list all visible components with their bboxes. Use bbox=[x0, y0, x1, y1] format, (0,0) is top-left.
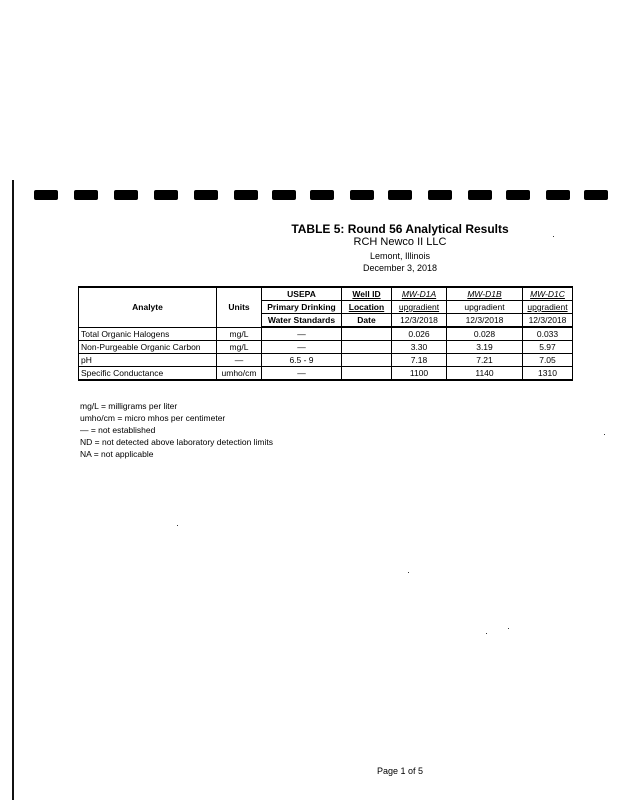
dash-mark bbox=[428, 190, 452, 200]
company-name: RCH Newco II LLC bbox=[353, 236, 447, 248]
scan-speck bbox=[508, 628, 509, 629]
value-cell: 5.97 bbox=[523, 341, 573, 354]
blank-cell bbox=[342, 327, 392, 341]
well-id-label: Well ID bbox=[342, 287, 392, 301]
value-cell: 1310 bbox=[523, 367, 573, 381]
standard-header-line: Primary Drinking bbox=[262, 301, 342, 314]
table-title: TABLE 5: Round 56 Analytical Results bbox=[291, 222, 509, 236]
analyte-cell: Specific Conductance bbox=[79, 367, 217, 381]
note-line: NA = not applicable bbox=[80, 449, 154, 459]
date-cell: 12/3/2018 bbox=[392, 314, 447, 328]
scan-speck bbox=[604, 434, 605, 435]
note-line: ND = not detected above laboratory detection limits bbox=[80, 437, 274, 447]
dash-mark bbox=[154, 190, 178, 200]
dashed-separator bbox=[0, 186, 618, 206]
scan-speck bbox=[486, 633, 487, 634]
location-cell: upgradient bbox=[447, 301, 523, 314]
dash-mark bbox=[310, 190, 334, 200]
date-label: Date bbox=[342, 314, 392, 328]
dash-mark bbox=[584, 190, 608, 200]
standard-cell: — bbox=[262, 327, 342, 341]
dash-mark bbox=[114, 190, 138, 200]
dash-mark bbox=[468, 190, 492, 200]
table-row bbox=[79, 367, 573, 381]
date-cell: 12/3/2018 bbox=[523, 314, 573, 328]
table-row bbox=[79, 341, 573, 354]
note-line: — = not established bbox=[80, 425, 156, 435]
results-table bbox=[78, 286, 573, 381]
left-margin-rule bbox=[12, 180, 14, 800]
analyte-header: Analyte bbox=[79, 287, 217, 327]
location-cell: upgradient bbox=[392, 301, 447, 314]
date-cell: 12/3/2018 bbox=[447, 314, 523, 328]
header-row-well-id bbox=[79, 287, 573, 301]
location-label: Location bbox=[342, 301, 392, 314]
table-row bbox=[79, 354, 573, 367]
value-cell: 7.18 bbox=[392, 354, 447, 367]
note-line: mg/L = milligrams per liter bbox=[80, 401, 178, 411]
note-line: umho/cm = micro mhos per centimeter bbox=[80, 413, 226, 423]
dash-mark bbox=[74, 190, 98, 200]
well-id-cell: MW-D1C bbox=[523, 287, 573, 301]
dash-mark bbox=[194, 190, 218, 200]
scan-speck bbox=[408, 572, 409, 573]
location-cell: upgradient bbox=[523, 301, 573, 314]
value-cell: 0.026 bbox=[392, 327, 447, 341]
value-cell: 7.05 bbox=[523, 354, 573, 367]
blank-cell bbox=[342, 341, 392, 354]
blank-cell bbox=[342, 354, 392, 367]
dash-mark bbox=[546, 190, 570, 200]
sampling-date: December 3, 2018 bbox=[362, 263, 438, 273]
value-cell: 3.19 bbox=[447, 341, 523, 354]
standard-header-line: USEPA bbox=[262, 287, 342, 301]
table-row bbox=[79, 327, 573, 341]
scan-speck bbox=[553, 236, 554, 237]
value-cell: 7.21 bbox=[447, 354, 523, 367]
units-cell: umho/cm bbox=[217, 367, 262, 381]
dash-mark bbox=[34, 190, 58, 200]
dash-mark bbox=[234, 190, 258, 200]
units-cell: mg/L bbox=[217, 327, 262, 341]
value-cell: 0.033 bbox=[523, 327, 573, 341]
value-cell: 3.30 bbox=[392, 341, 447, 354]
dash-mark bbox=[388, 190, 412, 200]
blank-cell bbox=[342, 367, 392, 381]
dash-mark bbox=[350, 190, 374, 200]
dash-mark bbox=[272, 190, 296, 200]
standard-cell: — bbox=[262, 367, 342, 381]
units-cell: — bbox=[217, 354, 262, 367]
scan-speck bbox=[177, 525, 178, 526]
standard-cell: 6.5 - 9 bbox=[262, 354, 342, 367]
page-number: Page 1 of 5 bbox=[376, 766, 424, 776]
analyte-cell: Total Organic Halogens bbox=[79, 327, 217, 341]
value-cell: 1100 bbox=[392, 367, 447, 381]
units-header: Units bbox=[217, 287, 262, 327]
dash-mark bbox=[506, 190, 530, 200]
table-notes bbox=[80, 400, 273, 460]
analyte-cell: Non-Purgeable Organic Carbon bbox=[79, 341, 217, 354]
value-cell: 0.028 bbox=[447, 327, 523, 341]
units-cell: mg/L bbox=[217, 341, 262, 354]
well-id-cell: MW-D1B bbox=[447, 287, 523, 301]
well-id-cell: MW-D1A bbox=[392, 287, 447, 301]
standard-cell: — bbox=[262, 341, 342, 354]
standard-header-line: Water Standards bbox=[262, 314, 342, 328]
site-location: Lemont, Illinois bbox=[369, 251, 431, 261]
value-cell: 1140 bbox=[447, 367, 523, 381]
analyte-cell: pH bbox=[79, 354, 217, 367]
